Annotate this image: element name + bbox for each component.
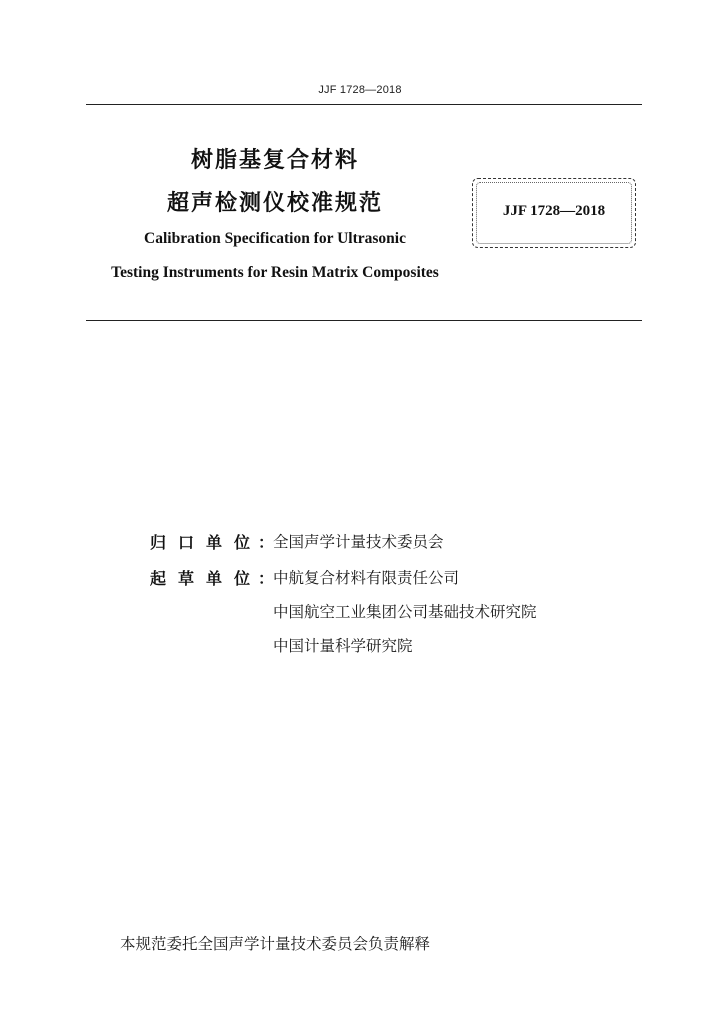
responsible-unit-value: 全国声学计量技术委员会 xyxy=(273,533,444,551)
page-header-code: JJF 1728—2018 xyxy=(318,84,402,96)
chinese-title-line1: 树脂基复合材料 xyxy=(190,148,359,173)
interpretation-note: 本规范委托全国声学计量技术委员会负责解释 xyxy=(120,935,431,953)
english-title-line2: Testing Instruments for Resin Matrix Composites xyxy=(111,264,439,281)
chinese-title-line2: 超声检测仪校准规范 xyxy=(166,191,383,216)
specification-code: JJF 1728—2018 xyxy=(502,203,606,219)
drafting-unit-value-1: 中航复合材料有限责任公司 xyxy=(273,569,460,587)
drafting-unit-colon: ： xyxy=(258,569,275,588)
responsible-unit-colon: ： xyxy=(258,533,275,552)
english-title-line1: Calibration Specification for Ultrasonic xyxy=(144,230,406,247)
responsible-unit-label: 归口单位 xyxy=(150,533,263,552)
specification-code-box xyxy=(472,178,636,248)
title-divider-rule xyxy=(86,320,642,321)
drafting-unit-label: 起草单位 xyxy=(150,569,263,588)
drafting-unit-value-3: 中国计量科学研究院 xyxy=(273,637,413,655)
header-rule xyxy=(86,104,642,105)
drafting-unit-value-2: 中国航空工业集团公司基础技术研究院 xyxy=(273,603,537,621)
